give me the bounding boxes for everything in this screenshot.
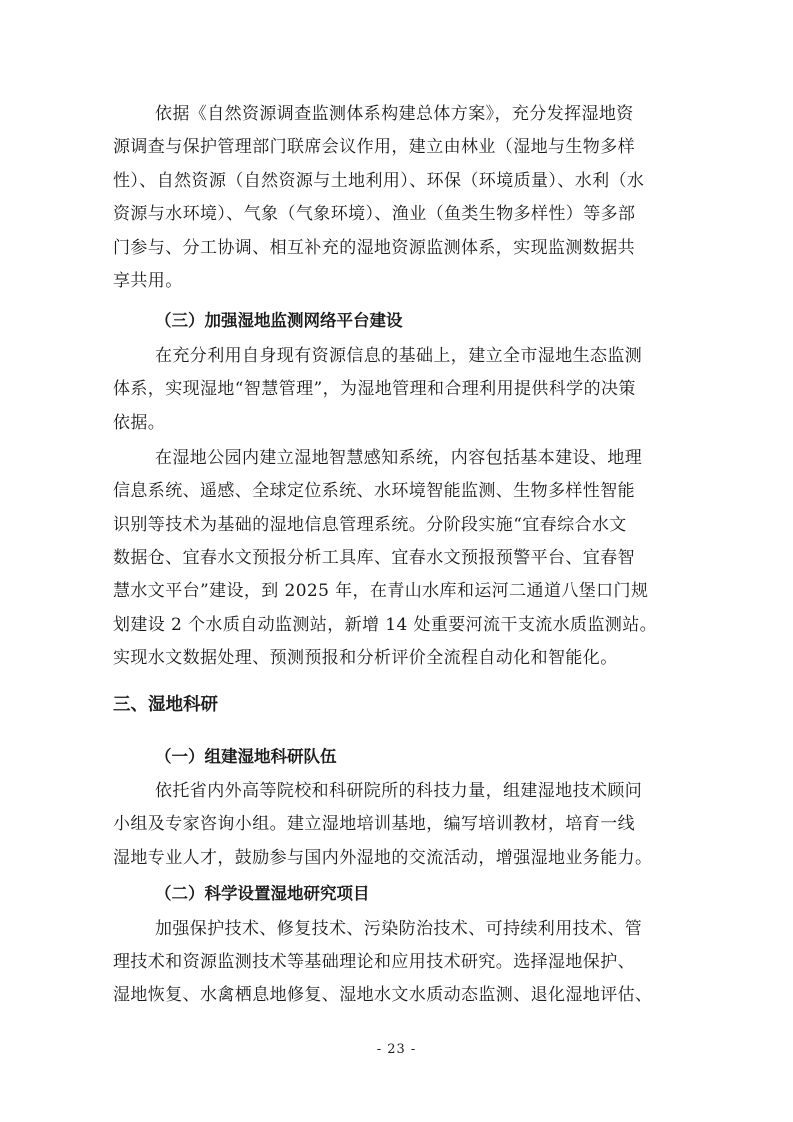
subheading-1-research-team: （一）组建湿地科研队伍 [155,746,337,766]
text-line: 信息系统、遥感、全球定位系统、水环境智能监测、生物多样性智能 [113,481,635,502]
page-number: - 23 - [376,1042,417,1057]
text-line: 湿地专业人才，鼓励参与国内外湿地的交流活动，增强湿地业务能力。 [113,847,653,868]
text-line: 实现水文数据处理、预测预报和分析评价全流程自动化和智能化。 [113,648,618,669]
text-line: 数据仓、宜春水文预报分析工具库、宜春水文预报预警平台、宜春智 [113,548,635,569]
text-line: 依托省内外高等院校和科研院所的科技力量，组建湿地技术顾问 [155,781,643,802]
text-line: 享共用。 [113,270,183,291]
text-line: 小组及专家咨询小组。建立湿地培训基地，编写培训教材，培育一线 [113,814,635,835]
text-line: 性）、自然资源（自然资源与土地利用）、环保（环境质量）、水利（水 [113,170,645,191]
section-heading-3: 三、湿地科研 [113,694,218,715]
text-line: 资源与水环境）、气象（气象环境）、渔业（鱼类生物多样性）等多部 [113,204,636,225]
text-line: 在充分利用自身现有资源信息的基础上，建立全市湿地生态监测 [155,345,643,366]
paragraph-smart-sensing [113,442,680,676]
subheading-3-monitoring-platform: （三）加强湿地监测网络平台建设 [155,311,403,331]
document-page [113,98,680,1013]
text-line: 理技术和资源监测技术等基础理论和应用技术研究。选择湿地保护、 [113,952,635,973]
text-line: 加强保护技术、修复技术、污染防治技术、可持续利用技术、管 [155,918,643,939]
text-line: 划建设 2 个水质自动监测站，新增 14 处重要河流干支流水质监测站。 [113,614,658,635]
paragraph-monitoring-system [113,98,680,298]
paragraph-research-projects [113,913,680,1013]
text-line: 门参与、分工协调、相互补充的湿地资源监测体系，实现监测数据共 [113,237,635,258]
text-line: 依据《自然资源调查监测体系构建总体方案》，充分发挥湿地资 [155,104,634,124]
paragraph-smart-management [113,340,680,440]
text-line: 依据。 [113,412,166,433]
text-line: 识别等技术为基础的湿地信息管理系统。分阶段实施“宜春综合水文 [113,514,627,535]
subheading-2-research-projects: （二）科学设置湿地研究项目 [155,884,370,904]
text-line: 在湿地公园内建立湿地智慧感知系统，内容包括基本建设、地理 [155,447,643,468]
text-line: 湿地恢复、水禽栖息地修复、湿地水文水质动态监测、退化湿地评估、 [113,985,653,1006]
text-line: 体系，实现湿地“智慧管理”，为湿地管理和合理利用提供科学的决策 [113,379,636,400]
text-line: 慧水文平台”建设，到 2025 年，在青山水库和运河二通道八堡口门规 [113,581,649,602]
paragraph-research-team [113,775,680,875]
text-line: 源调查与保护管理部门联席会议作用，建立由林业（湿地与生物多样 [113,137,635,158]
